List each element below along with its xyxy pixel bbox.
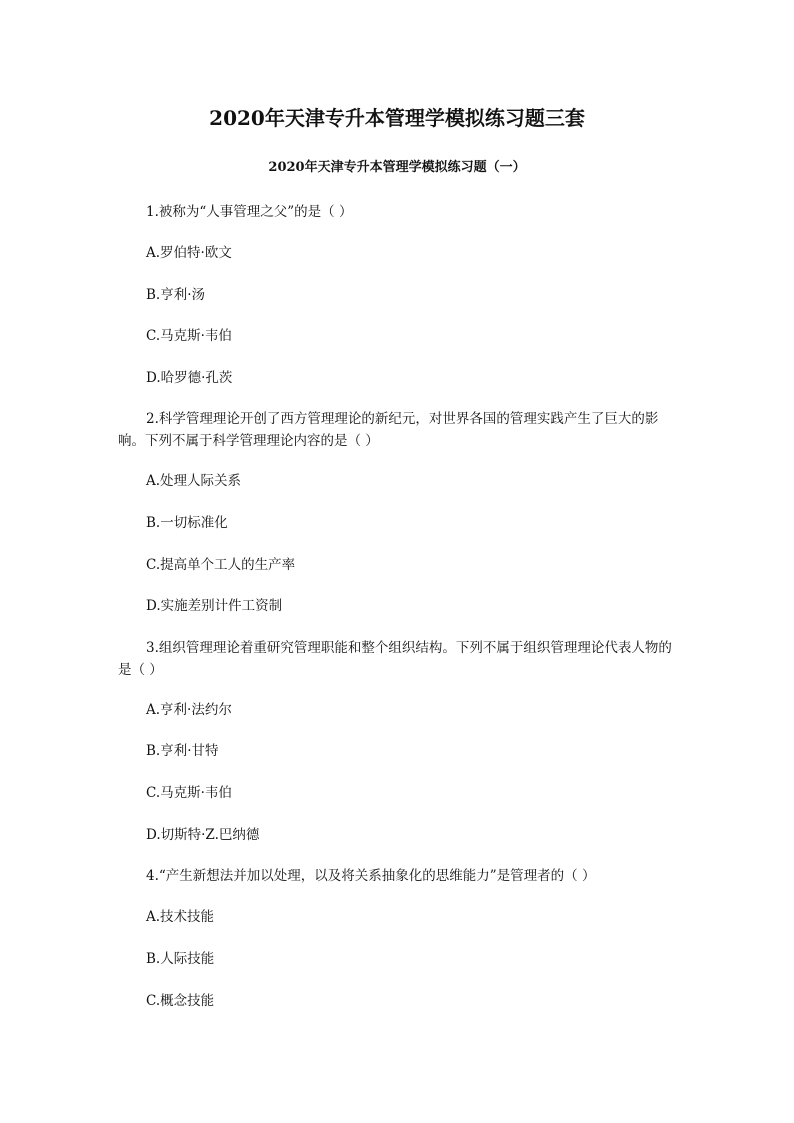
section-title: 2020年天津专升本管理学模拟练习题（一） [268, 160, 526, 175]
question-2-option-b: B.一切标准化 [146, 515, 228, 531]
question-2-option-a: A.处理人际关系 [146, 473, 242, 489]
question-4-option-b: B.人际技能 [146, 951, 215, 967]
document-title: 2020年天津专升本管理学模拟练习题三套 [209, 106, 585, 130]
question-1-option-a: A.罗伯特·欧文 [146, 245, 232, 261]
question-3-option-b: B.亨利·甘特 [146, 743, 219, 759]
question-1-option-c: C.马克斯·韦伯 [146, 328, 232, 344]
question-3-option-c: C.马克斯·韦伯 [146, 785, 232, 801]
question-3-text: 3.组织管理理论着重研究管理职能和整个组织结构。下列不属于组织管理理论代表人物的是（ ） [118, 640, 672, 678]
question-2-option-d: D.实施差别计件工资制 [146, 598, 283, 614]
question-1-option-b: B.亨利·汤 [146, 287, 206, 303]
question-1-text: 1.被称为“人事管理之父”的是（ ） [146, 204, 353, 220]
question-3-option-d: D.切斯特·Z.巴纳德 [146, 827, 260, 843]
question-1-option-d: D.哈罗德·孔茨 [146, 370, 233, 386]
question-4-option-c: C.概念技能 [146, 993, 215, 1009]
question-2-option-c: C.提高单个工人的生产率 [146, 557, 296, 573]
question-3-option-a: A.亨利·法约尔 [146, 702, 232, 718]
question-2-text: 2.科学管理理论开创了西方管理理论的新纪元，对世界各国的管理实践产生了巨大的影响。下列不属于科学管理理论内容的是（ ） [118, 411, 659, 449]
question-4-text: 4.“产生新想法并加以处理，以及将关系抽象化的思维能力”是管理者的（ ） [146, 868, 596, 884]
question-4-option-a: A.技术技能 [146, 909, 215, 925]
